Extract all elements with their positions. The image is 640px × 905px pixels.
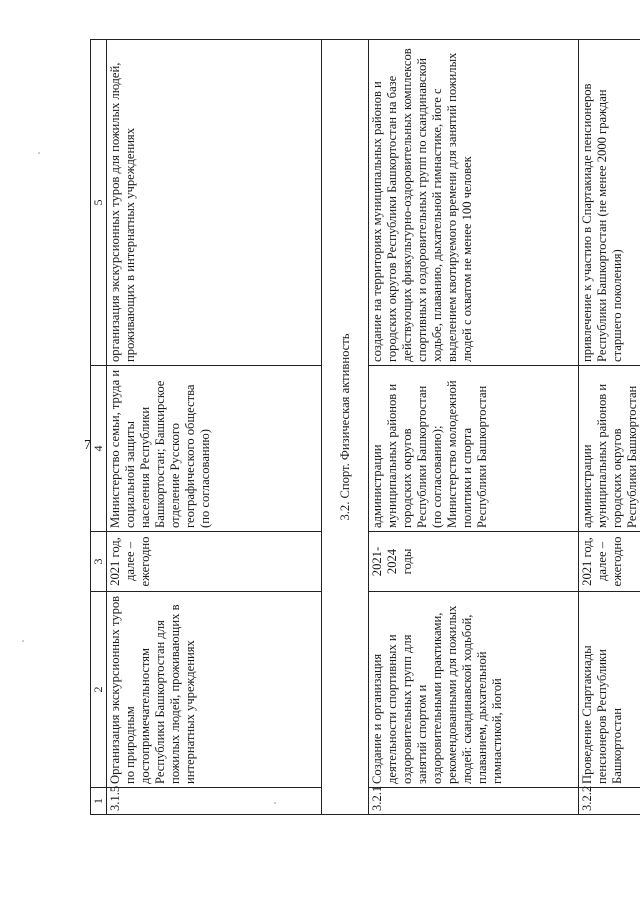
row-executor: администрации муниципальных районов и городских округов Республики Башкортостан (по согласованию); Министерство молодежной политики и спорта Республики Башкортостан xyxy=(369,366,579,532)
row-term: 2021-2024 годы xyxy=(369,532,579,592)
plan-table xyxy=(90,39,640,815)
row-activity: Создание и организация деятельности спортивных и оздоровительных групп для занятий спортом и оздоровительными практиками, рекомендованными для пожилых людей: скандинавской ходьбой, плаванием, дыхательной гимнастикой, йогой xyxy=(369,592,579,788)
col-header-1: 1 xyxy=(91,788,107,815)
row-activity: Проведение Спартакиады пенсионеров Республики Башкортостан xyxy=(579,592,640,788)
row-term: 2021 год, далее – ежегодно xyxy=(579,532,640,592)
row-number: 3.2.1 xyxy=(369,788,579,815)
row-number: 3.1.5 xyxy=(107,788,322,815)
section-row xyxy=(322,40,369,815)
row-term: 2021 год, далее – ежегодно xyxy=(107,532,322,592)
col-header-3: 3 xyxy=(91,532,107,592)
table-row xyxy=(369,40,579,815)
row-number: 3.2.2 xyxy=(579,788,640,815)
row-result: создание на территориях муниципальных районов и городских округов Республики Башкортостан на базе действующих физкультурно-оздоровительных комплексов спортивных и оздоровительных групп по скандинавской ходьбе, плаванию, дыхательной гимнастике, йоге с выделением квотируемого времени для занятий пожилых людей с охватом не менее 100 человек xyxy=(369,40,579,366)
section-title: 3.2. Спорт. Физическая активность xyxy=(322,40,369,815)
row-result: организация экскурсионных туров для пожилых людей, проживающих в интернатных учреждениях xyxy=(107,40,322,366)
table-canvas xyxy=(90,40,639,815)
scan-speck xyxy=(38,152,40,154)
row-result: привлечение к участию в Спартакиаде пенсионеров Республики Башкортостан (не менее 2000 граждан старшего поколения) xyxy=(579,40,640,366)
scan-speck xyxy=(22,640,24,642)
col-header-2: 2 xyxy=(91,592,107,788)
header-row xyxy=(91,40,107,815)
table-row xyxy=(579,40,640,815)
col-header-4: 4 xyxy=(91,366,107,532)
page-number: 7 xyxy=(84,438,91,453)
table-row xyxy=(107,40,322,815)
col-header-5: 5 xyxy=(91,40,107,366)
scan-speck xyxy=(274,802,276,804)
rotated-table-container xyxy=(90,40,640,811)
row-executor: администрации муниципальных районов и городских округов Республики Башкортостан xyxy=(579,366,640,532)
row-activity: Организация экскурсионных туров по природным достопримечательностям Республики Башкортостан для пожилых людей, проживающих в интернатных учреждениях xyxy=(107,592,322,788)
row-executor: Министерство семьи, труда и социальной защиты населения Республики Башкортостан; Башкирское отделение Русского географического общества (по согласованию) xyxy=(107,366,322,532)
